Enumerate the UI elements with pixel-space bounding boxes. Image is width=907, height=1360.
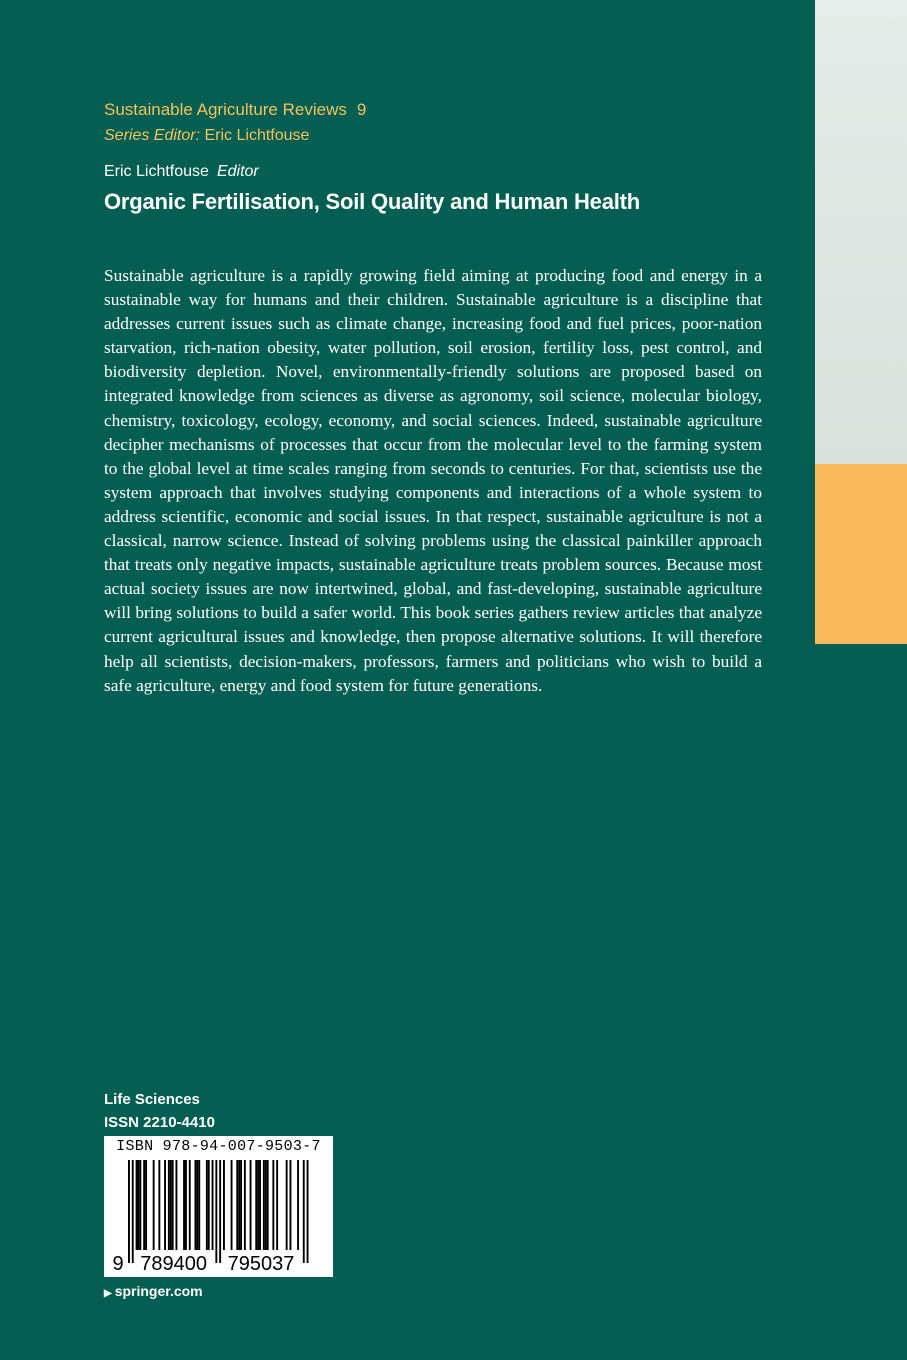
barcode-digits: 789400	[140, 1253, 207, 1275]
barcode-bar	[143, 1160, 145, 1250]
barcode-bar	[231, 1160, 233, 1250]
barcode-bar	[267, 1160, 269, 1250]
issn: ISSN 2210-4410	[104, 1114, 215, 1131]
barcode-bar	[138, 1160, 140, 1250]
barcode-bar	[244, 1160, 246, 1250]
barcode-bar	[212, 1160, 214, 1250]
barcode-bar	[276, 1160, 278, 1250]
publisher-website	[104, 1283, 203, 1299]
barcode-bar	[168, 1160, 170, 1250]
barcode-digits: 9	[112, 1253, 124, 1275]
barcode-bar	[208, 1160, 210, 1250]
website-text: springer.com	[114, 1283, 203, 1299]
barcode-bar	[236, 1160, 238, 1250]
barcode-bar	[223, 1160, 225, 1250]
barcode-bar	[198, 1160, 200, 1250]
spine-light-panel	[815, 0, 907, 464]
spine-orange-panel	[815, 464, 907, 644]
barcode-bar	[297, 1160, 299, 1250]
isbn-text: ISBN 978-94-007-9503-7	[116, 1138, 321, 1155]
barcode-bar	[255, 1160, 257, 1250]
barcode-digits: 795037	[227, 1253, 295, 1275]
barcode-bar	[128, 1160, 130, 1263]
book-editor-name: Eric Lichtfouse	[104, 163, 209, 180]
barcode-bar	[158, 1160, 160, 1250]
barcode-bar	[185, 1160, 187, 1250]
barcode-bar	[286, 1160, 288, 1250]
barcode-bar	[139, 1160, 141, 1250]
barcode-bar	[153, 1160, 155, 1250]
barcode	[104, 1136, 333, 1277]
series-number: 9	[356, 100, 367, 119]
barcode-bar	[219, 1160, 221, 1263]
barcode-bar	[290, 1160, 292, 1250]
barcode-graphic	[104, 1158, 333, 1277]
barcode-bar	[240, 1160, 242, 1250]
barcode-bar	[189, 1160, 191, 1250]
barcode-bar	[272, 1160, 274, 1250]
barcode-bar	[307, 1160, 309, 1263]
barcode-bar	[172, 1160, 174, 1250]
barcode-bar	[238, 1160, 240, 1250]
barcode-bar	[257, 1160, 259, 1250]
barcode-bar	[303, 1160, 305, 1263]
barcode-bar	[132, 1160, 134, 1263]
series-name: Sustainable Agriculture Reviews	[104, 100, 347, 119]
barcode-bar	[145, 1160, 147, 1250]
series-title	[104, 100, 366, 120]
barcode-bar	[206, 1160, 208, 1250]
barcode-bar	[215, 1160, 217, 1263]
barcode-bar	[164, 1160, 166, 1250]
barcode-bar	[136, 1160, 138, 1250]
series-editor-label: Series Editor:	[104, 127, 201, 144]
series-editor	[104, 127, 309, 145]
arrow-icon: ▶	[104, 1288, 112, 1299]
barcode-bar	[259, 1160, 261, 1250]
series-editor-name: Eric Lichtfouse	[204, 127, 310, 144]
book-editor-role: Editor	[216, 163, 259, 180]
blurb-text: Sustainable agriculture is a rapidly growing field aiming at producing food and energy in a sustainable way for humans and their children. Sustainable agriculture is a discipline that addresses current issues such as climate change, increasing food and fuel prices, poor-nation starvation, rich-nation obesity, water pollution, soil erosion, fertility loss, pest control, and biodiversity depletion. Novel, environmentally-friendly solutions are proposed based on integrated knowledge from sciences as diverse as agronomy, soil science, molecular biology, chemistry, toxicology, ecology, economy, and social sciences. Indeed, sustainable agriculture decipher mechanisms of processes that occur from the molecular level to the farming system to the global level at time scales ranging from seconds to centuries. For that, scientists use the system approach that involves studying components and interactions of a whole system to address scientific, economic and social issues. In that respect, sustainable agriculture is not a classical, narrow science. Instead of solving problems using the classical painkiller approach that treats only negative impacts, sustainable agriculture treats problem sources. Because most actual society issues are now intertwined, global, and fast-developing, sustainable agriculture will bring solutions to build a safer world. This book series gathers review articles that analyze current agricultural issues and knowledge, then propose alternative solutions. It will therefore help all scientists, decision-makers, professors, farmers and politicians who wish to build a safe agriculture, energy and food system for future generations.	[104, 266, 762, 695]
barcode-bar	[265, 1160, 267, 1250]
barcode-bar	[183, 1160, 185, 1250]
barcode-bar	[195, 1160, 197, 1250]
barcode-bar	[176, 1160, 178, 1250]
barcode-bar	[263, 1160, 265, 1250]
barcode-bar	[250, 1160, 252, 1250]
book-title: Organic Fertilisation, Soil Quality and Human Health	[104, 189, 641, 214]
barcode-bar	[170, 1160, 172, 1250]
book-editor	[104, 163, 259, 181]
subject-category: Life Sciences	[104, 1091, 200, 1108]
barcode-bar	[196, 1160, 198, 1250]
